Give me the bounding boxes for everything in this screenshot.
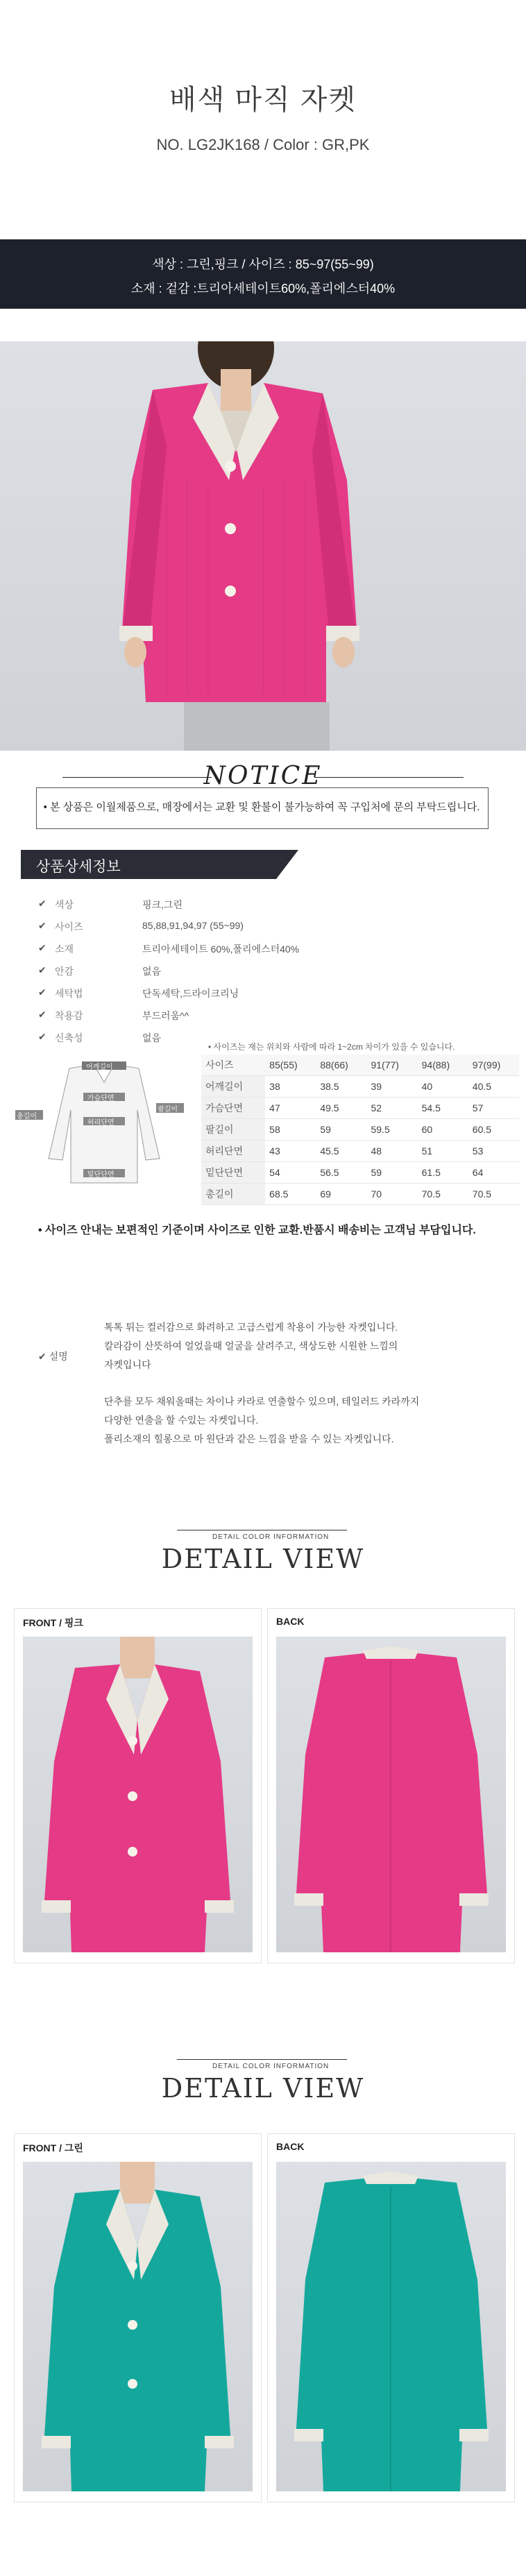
table-cell: 49.5 (316, 1098, 366, 1119)
row-label: 팔길이 (201, 1119, 265, 1141)
row-label: 밑단단면 (201, 1162, 265, 1184)
spec-row-color (38, 895, 385, 917)
check-icon: ✔ (38, 920, 46, 931)
table-cell: 68.5 (265, 1184, 316, 1205)
table-header-cell: 94(88) (418, 1055, 468, 1076)
spec-value: 85,88,91,94,97 (55~99) (142, 920, 244, 931)
spec-label: 세탁법 (55, 988, 83, 999)
back-green-photo (276, 2162, 506, 2491)
table-header-cell: 91(77) (366, 1055, 417, 1076)
table-cell: 40.5 (468, 1076, 519, 1098)
front-caption: FRONT / 핑크 (23, 1617, 83, 1628)
notice-title: NOTICE (203, 762, 323, 790)
table-cell: 59.5 (366, 1119, 417, 1141)
row-label: 가슴단면 (201, 1098, 265, 1119)
table-header-cell: 85(55) (265, 1055, 316, 1076)
row-label: 총길이 (201, 1184, 265, 1205)
back-green-frame (267, 2133, 515, 2502)
main-model-photo (0, 341, 526, 751)
table-cell: 59 (316, 1119, 366, 1141)
table-cell: 54 (265, 1162, 316, 1184)
product-summary-band (0, 239, 526, 309)
front-green-photo (23, 2162, 253, 2491)
table-cell: 70.5 (468, 1184, 519, 1205)
measurement-diagram (14, 1055, 194, 1193)
table-header-cell: 사이즈 (201, 1055, 265, 1076)
table-cell: 58 (265, 1119, 316, 1141)
table-cell: 40 (418, 1076, 468, 1098)
table-cell: 60 (418, 1119, 468, 1141)
description-line: 단추를 모두 채워올때는 차이나 카라로 연출할수 있으며, 테일러드 카라까지 (104, 1396, 420, 1407)
table-cell: 53 (468, 1141, 519, 1162)
table-row (201, 1162, 519, 1184)
table-cell: 56.5 (316, 1162, 366, 1184)
color-size-line: 색상 : 그린,핑크 / 사이즈 : 85~97(55~99) (152, 257, 374, 271)
table-cell: 70.5 (418, 1184, 468, 1205)
back-pink-photo (276, 1637, 506, 1952)
table-cell: 54.5 (418, 1098, 468, 1119)
table-cell: 47 (265, 1098, 316, 1119)
check-icon: ✔ (38, 964, 46, 975)
check-icon: ✔ (38, 1351, 46, 1362)
spec-row-lining (38, 962, 385, 984)
notice-text: • 본 상품은 이월제품으로, 매장에서는 교환 및 환불이 불가능하여 꼭 구입처에 문의 부탁드립니다. (43, 801, 480, 813)
diagram-label-waist: 허리단면 (87, 1119, 114, 1127)
description-line: 다양한 연출을 할 수있는 자켓입니다. (104, 1415, 259, 1426)
size-guide-text: • 사이즈 안내는 보편적인 기준이며 사이즈로 인한 교환.반품시 배송비는 고객님 부담입니다. (38, 1225, 476, 1236)
table-cell: 59 (366, 1162, 417, 1184)
spec-label: 사이즈 (55, 921, 83, 932)
diagram-label-sleeve: 팔길이 (158, 1106, 178, 1114)
spec-row-material (38, 939, 385, 962)
table-row (201, 1076, 519, 1098)
spec-label: 안감 (55, 966, 74, 977)
size-table-header (201, 1055, 519, 1076)
section-banner-title: 상품상세정보 (36, 859, 121, 875)
spec-row-washing (38, 984, 385, 1006)
front-pink-frame (14, 1608, 262, 1963)
spec-row-fit (38, 1006, 385, 1028)
table-cell: 57 (468, 1098, 519, 1119)
table-cell: 39 (366, 1076, 417, 1098)
table-cell: 70 (366, 1184, 417, 1205)
description-line: 자켓입니다 (104, 1359, 151, 1370)
check-icon: ✔ (38, 1009, 46, 1020)
product-code: NO. LG2JK168 / Color : GR,PK (156, 136, 370, 153)
size-note: • 사이즈는 재는 위치와 사람에 따라 1~2cm 차이가 있을 수 있습니다. (208, 1042, 455, 1052)
spec-label: 신축성 (55, 1032, 83, 1043)
table-cell: 52 (366, 1098, 417, 1119)
table-cell: 60.5 (468, 1119, 519, 1141)
table-cell: 64 (468, 1162, 519, 1184)
detail-view-title: DETAIL VIEW (161, 2073, 365, 2104)
description-line: 폴리소재의 힐롱으로 마 원단과 같은 느낌을 받을 수 있는 자켓입니다. (104, 1433, 394, 1444)
table-cell: 69 (316, 1184, 366, 1205)
spec-value: 부드러움^^ (142, 1010, 189, 1021)
spec-value: 단독세탁,드라이크리닝 (142, 988, 239, 999)
table-cell: 38 (265, 1076, 316, 1098)
table-cell: 48 (366, 1141, 417, 1162)
product-title: 배색 마직 자켓 (169, 85, 357, 115)
table-row (201, 1119, 519, 1141)
spec-label: 색상 (55, 899, 74, 910)
description-line: 톡톡 튀는 컬러감으로 화려하고 고급스럽게 착용이 가능한 자켓입니다. (104, 1322, 398, 1333)
description-line: 칼라감이 산뜻하여 얼었을때 얼굴을 살려주고, 색상도한 시원한 느낌의 (104, 1340, 398, 1351)
table-header-cell: 97(99) (468, 1055, 519, 1076)
material-line: 소재 : 겉감 :트리아세테이트60%,폴리에스터40% (130, 282, 396, 296)
row-label: 어깨길이 (201, 1076, 265, 1098)
spec-value: 핑크,그린 (142, 899, 183, 910)
spec-row-size (38, 917, 385, 939)
diagram-label-shoulder: 어깨길이 (86, 1064, 113, 1071)
table-cell: 51 (418, 1141, 468, 1162)
front-caption: FRONT / 그린 (23, 2142, 83, 2153)
table-row (201, 1184, 519, 1205)
spec-label: 착용감 (55, 1010, 83, 1021)
check-icon: ✔ (38, 987, 46, 998)
front-pink-photo (23, 1637, 253, 1952)
detail-view-title: DETAIL VIEW (161, 1544, 365, 1574)
table-cell: 38.5 (316, 1076, 366, 1098)
size-table (201, 1055, 519, 1205)
detail-view-rule (177, 2059, 347, 2060)
diagram-label-length: 총길이 (17, 1113, 37, 1120)
table-row (201, 1141, 519, 1162)
description-label: ✔ 설명 (38, 1351, 68, 1362)
detail-view-small-label: DETAIL COLOR INFORMATION (212, 2063, 330, 2070)
spec-label: 소재 (55, 944, 74, 955)
detail-view-small-label: DETAIL COLOR INFORMATION (212, 1533, 330, 1541)
row-label: 허리단면 (201, 1141, 265, 1162)
spec-value: 트리아세테이트 60%,폴리에스터40% (142, 944, 300, 955)
table-cell: 43 (265, 1141, 316, 1162)
spec-value: 없음 (142, 966, 162, 977)
back-caption: BACK (276, 1616, 305, 1627)
table-row (201, 1098, 519, 1119)
table-cell: 61.5 (418, 1162, 468, 1184)
check-icon: ✔ (38, 1031, 46, 1042)
check-icon: ✔ (38, 942, 46, 953)
diagram-label-chest: 가슴단면 (87, 1095, 114, 1102)
spec-value: 없음 (142, 1032, 162, 1043)
back-caption: BACK (276, 2141, 305, 2152)
table-header-cell: 88(66) (316, 1055, 366, 1076)
diagram-label-hem: 밑단단면 (87, 1171, 114, 1179)
table-cell: 45.5 (316, 1141, 366, 1162)
back-pink-frame (267, 1608, 515, 1963)
check-icon: ✔ (38, 898, 46, 909)
front-green-frame (14, 2133, 262, 2502)
